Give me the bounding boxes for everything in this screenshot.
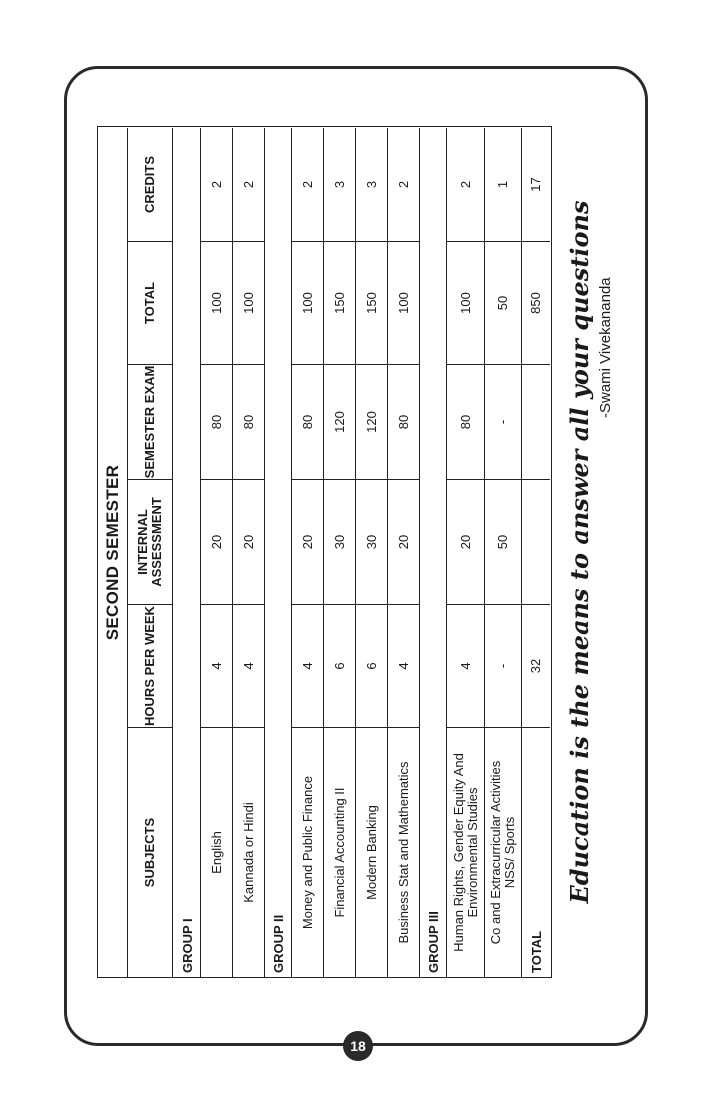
table-title: SECOND SEMESTER	[98, 128, 128, 977]
group-row	[420, 128, 447, 977]
total-row	[522, 128, 550, 977]
exam-cell: 80	[201, 364, 232, 479]
credits-cell: 2	[240, 180, 256, 189]
table-row	[324, 128, 356, 977]
total-internal-cell	[522, 479, 550, 604]
subject-cell: Business Stat and Mathematics	[388, 727, 419, 977]
table-row	[201, 128, 233, 977]
hours-cell: 6	[324, 604, 355, 727]
exam-cell: -	[485, 364, 521, 479]
internal-cell: 20	[292, 479, 323, 604]
total-cell: 100	[388, 241, 419, 364]
exam-cell: 120	[324, 364, 355, 479]
total-label: TOTAL	[528, 930, 544, 973]
internal-cell: 20	[447, 479, 484, 604]
total-cell: 150	[356, 241, 387, 364]
internal-cell: 50	[485, 479, 521, 604]
rotated-content	[97, 126, 629, 978]
page-number-badge: 18	[343, 1031, 373, 1061]
total-cell: 100	[292, 241, 323, 364]
quote-text: Education is the means to answer all your questions	[565, 200, 594, 904]
semester-table	[97, 126, 552, 978]
group-label: GROUP I	[179, 918, 195, 973]
header-credits: CREDITS	[128, 128, 173, 241]
subject-cell: English	[201, 727, 232, 977]
group-row	[265, 128, 292, 977]
header-internal: INTERNAL ASSESSMENT	[128, 479, 173, 604]
hours-cell: 4	[233, 604, 264, 727]
table-row	[356, 128, 388, 977]
hours-cell: -	[485, 604, 521, 727]
internal-cell: 30	[356, 479, 387, 604]
exam-cell: 80	[447, 364, 484, 479]
credits-cell: 2	[208, 180, 224, 189]
total-cell: 50	[485, 241, 521, 364]
hours-cell: 4	[447, 604, 484, 727]
exam-cell: 80	[388, 364, 419, 479]
total-hours-cell: 32	[522, 604, 550, 727]
subject-cell: Money and Public Finance	[292, 727, 323, 977]
internal-cell: 20	[233, 479, 264, 604]
internal-cell: 30	[324, 479, 355, 604]
hours-cell: 4	[292, 604, 323, 727]
credits-cell: 3	[331, 180, 347, 189]
internal-cell: 20	[201, 479, 232, 604]
header-semester-exam: SEMESTER EXAM	[128, 364, 173, 479]
subject-cell: Financial Accounting II	[324, 727, 355, 977]
total-cell: 100	[201, 241, 232, 364]
header-subjects: SUBJECTS	[128, 727, 173, 977]
table-row	[388, 128, 420, 977]
quote-author: -Swami Vivekananda	[597, 277, 614, 418]
group-row	[174, 128, 201, 977]
hours-cell: 6	[356, 604, 387, 727]
group-label: GROUP II	[270, 914, 286, 973]
table-row	[485, 128, 522, 977]
header-total: TOTAL	[128, 241, 173, 364]
subject-cell: Modern Banking	[356, 727, 387, 977]
total-credits-cell: 17	[528, 177, 543, 192]
credits-cell: 1	[495, 180, 510, 189]
total-cell: 100	[233, 241, 264, 364]
table-row	[292, 128, 324, 977]
exam-cell: 80	[233, 364, 264, 479]
total-total-cell: 850	[522, 241, 550, 364]
credits-cell: 3	[363, 180, 379, 189]
total-cell: 100	[447, 241, 484, 364]
subject-cell: Human Rights, Gender Equity And Environmental Studies	[447, 727, 484, 977]
credits-cell: 2	[395, 180, 411, 189]
hours-cell: 4	[201, 604, 232, 727]
exam-cell: 120	[356, 364, 387, 479]
total-cell: 150	[324, 241, 355, 364]
table-row	[447, 128, 485, 977]
subject-cell: Kannada or Hindi	[233, 727, 264, 977]
total-exam-cell	[522, 364, 550, 479]
internal-cell: 20	[388, 479, 419, 604]
hours-cell: 4	[388, 604, 419, 727]
credits-cell: 2	[299, 180, 315, 189]
group-label: GROUP III	[425, 911, 441, 973]
credits-cell: 2	[457, 180, 473, 189]
exam-cell: 80	[292, 364, 323, 479]
header-hours: HOURS PER WEEK	[128, 604, 173, 727]
table-row	[233, 128, 265, 977]
subject-cell: Co and Extracurricular Activities NSS/ Sports	[485, 727, 521, 977]
